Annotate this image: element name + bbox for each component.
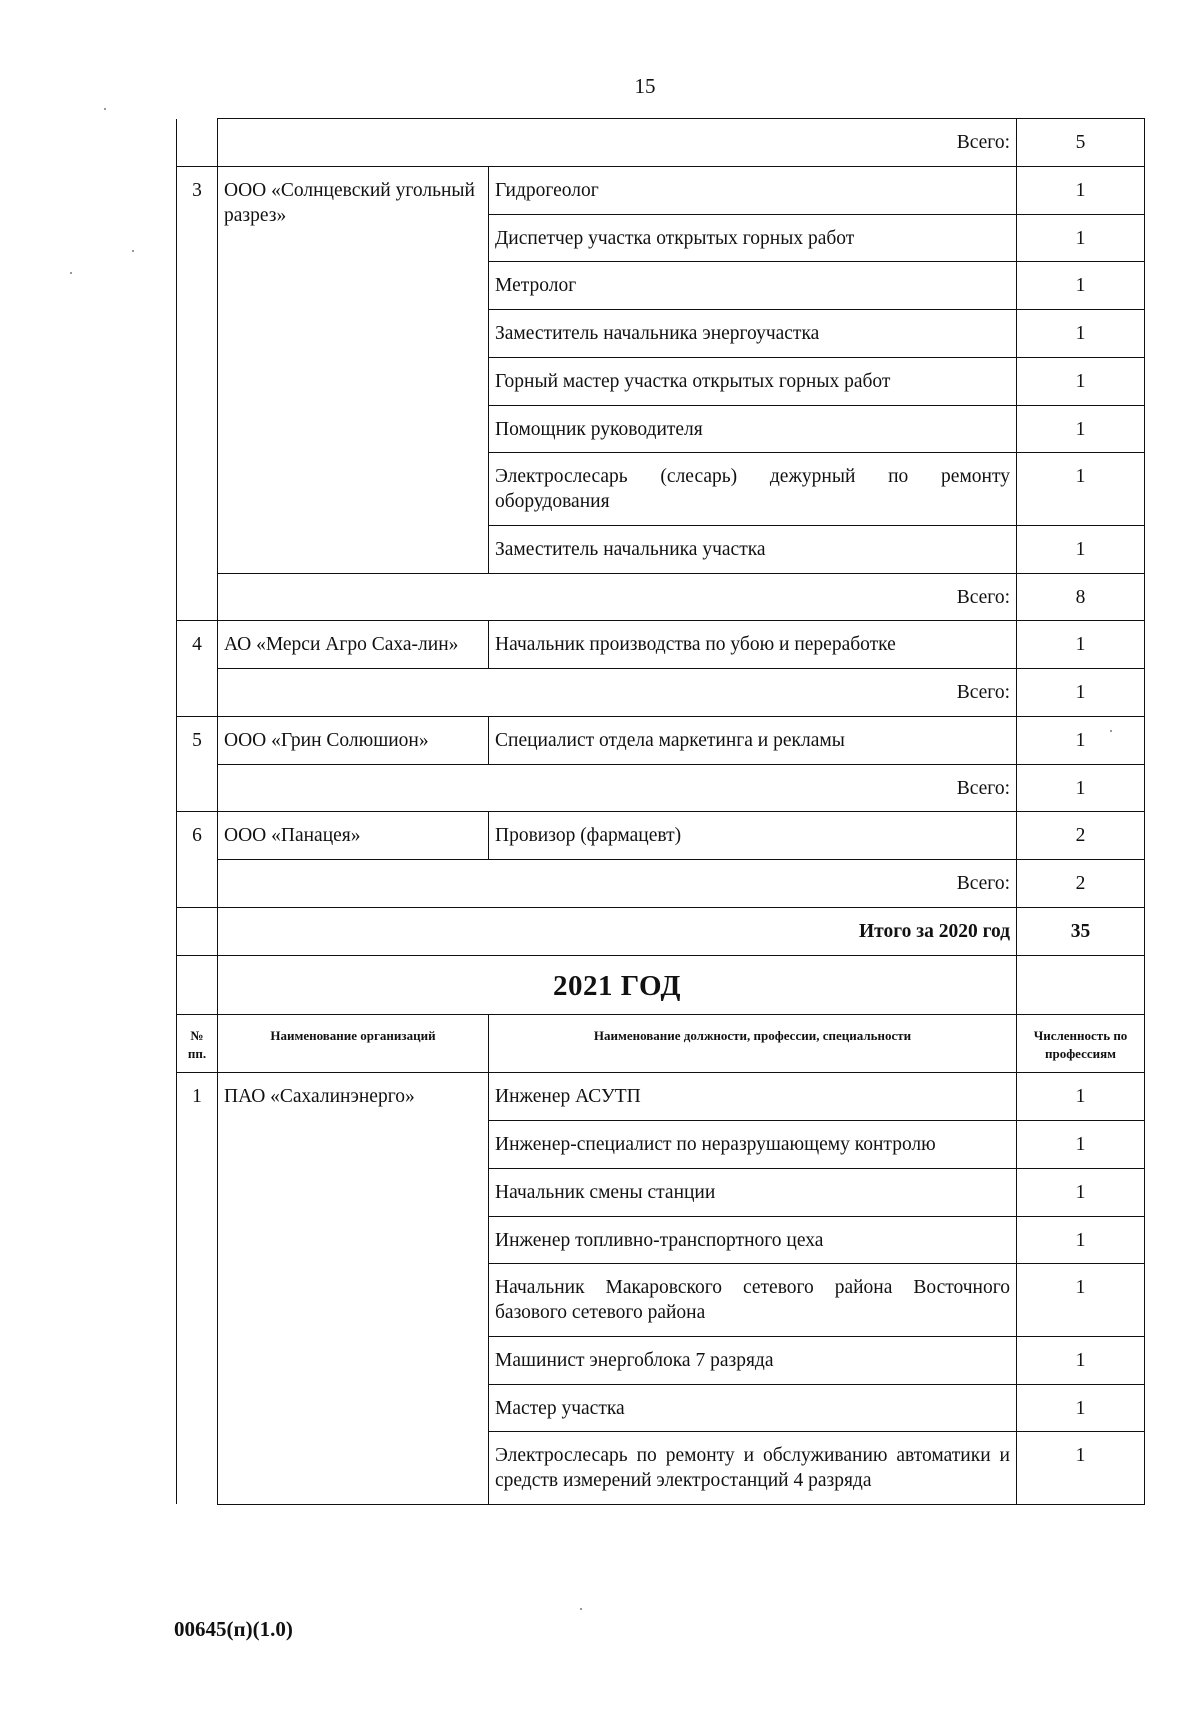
subtotal-value: 1 [1017, 669, 1145, 717]
position-count: 1 [1017, 1384, 1145, 1432]
scan-speck [132, 250, 134, 252]
grand-total-row [177, 907, 1145, 955]
org-name: АО «Мерси Агро Саха-лин» [218, 621, 489, 669]
org-name: ООО «Солнцевский угольный разрез» [218, 166, 489, 573]
grand-total-value: 35 [1017, 907, 1145, 955]
header-org: Наименование организаций [218, 1015, 489, 1073]
subtotal-label: Всего: [218, 573, 1017, 621]
positions-table [176, 118, 1145, 1505]
position-count: 1 [1017, 1073, 1145, 1121]
position-title: Помощник руководителя [489, 405, 1017, 453]
position-count: 1 [1017, 621, 1145, 669]
position-count: 2 [1017, 812, 1145, 860]
position-title: Провизор (фармацевт) [489, 812, 1017, 860]
grand-total-label: Итого за 2020 год [218, 907, 1017, 955]
position-title: Инженер-специалист по неразрушающему контролю [489, 1121, 1017, 1169]
header-position: Наименование должности, профессии, специальности [489, 1015, 1017, 1073]
org-name: ООО «Панацея» [218, 812, 489, 860]
document-code: 00645(п)(1.0) [174, 1617, 293, 1641]
org-number: 6 [177, 812, 218, 908]
position-title: Начальник Макаровского сетевого района Восточного базового сетевого района [489, 1264, 1017, 1337]
scan-speck [104, 108, 106, 110]
position-count: 1 [1017, 525, 1145, 573]
position-count: 1 [1017, 716, 1145, 764]
subtotal-value: 8 [1017, 573, 1145, 621]
scan-speck [580, 1608, 582, 1610]
position-count: 1 [1017, 357, 1145, 405]
subtotal-value: 5 [1017, 119, 1145, 167]
position-title: Электрослесарь (слесарь) дежурный по ремонту оборудования [489, 453, 1017, 526]
position-count: 1 [1017, 166, 1145, 214]
position-count: 1 [1017, 453, 1145, 526]
position-title: Электрослесарь по ремонту и обслуживанию автоматики и средств измерений электростанций 4 разряда [489, 1432, 1017, 1505]
position-count: 1 [1017, 1264, 1145, 1337]
subtotal-row [177, 119, 1145, 167]
year-heading-row [177, 955, 1145, 1015]
subtotal-row [177, 764, 1145, 812]
position-count: 1 [1017, 405, 1145, 453]
header-count: Численность по профессиям [1017, 1015, 1145, 1073]
position-title: Инженер топливно-транспортного цеха [489, 1216, 1017, 1264]
year-heading: 2021 ГОД [218, 955, 1017, 1015]
subtotal-value: 2 [1017, 860, 1145, 908]
position-title: Заместитель начальника участка [489, 525, 1017, 573]
table-row [177, 716, 1145, 764]
header-num: № пп. [177, 1015, 218, 1073]
position-title: Гидрогеолог [489, 166, 1017, 214]
table-row [177, 621, 1145, 669]
subtotal-label: Всего: [218, 764, 1017, 812]
org-name: ООО «Грин Солюшион» [218, 716, 489, 764]
org-number: 3 [177, 166, 218, 621]
position-count: 1 [1017, 310, 1145, 358]
position-title: Диспетчер участка открытых горных работ [489, 214, 1017, 262]
org-name: ПАО «Сахалинэнерго» [218, 1073, 489, 1505]
position-count: 1 [1017, 1168, 1145, 1216]
scan-speck [1110, 730, 1112, 732]
subtotal-row [177, 573, 1145, 621]
table-row [177, 166, 1145, 214]
position-title: Мастер участка [489, 1384, 1017, 1432]
org-number: 5 [177, 716, 218, 812]
position-title: Метролог [489, 262, 1017, 310]
table-row [177, 1073, 1145, 1121]
position-title: Заместитель начальника энергоучастка [489, 310, 1017, 358]
position-title: Инженер АСУТП [489, 1073, 1017, 1121]
position-count: 1 [1017, 214, 1145, 262]
org-number: 1 [177, 1073, 218, 1505]
position-title: Горный мастер участка открытых горных работ [489, 357, 1017, 405]
scan-speck [70, 272, 72, 274]
subtotal-row [177, 669, 1145, 717]
subtotal-label: Всего: [218, 669, 1017, 717]
subtotal-value: 1 [1017, 764, 1145, 812]
position-count: 1 [1017, 1121, 1145, 1169]
position-title: Начальник производства по убою и переработке [489, 621, 1017, 669]
page-number: 15 [634, 74, 656, 98]
position-title: Машинист энергоблока 7 разряда [489, 1336, 1017, 1384]
subtotal-label: Всего: [218, 119, 1017, 167]
subtotal-label: Всего: [218, 860, 1017, 908]
position-count: 1 [1017, 1336, 1145, 1384]
position-count: 1 [1017, 262, 1145, 310]
header-row [177, 1015, 1145, 1073]
position-count: 1 [1017, 1216, 1145, 1264]
subtotal-row [177, 860, 1145, 908]
org-number: 4 [177, 621, 218, 717]
position-title: Начальник смены станции [489, 1168, 1017, 1216]
position-title: Специалист отдела маркетинга и рекламы [489, 716, 1017, 764]
table-row [177, 812, 1145, 860]
position-count: 1 [1017, 1432, 1145, 1505]
